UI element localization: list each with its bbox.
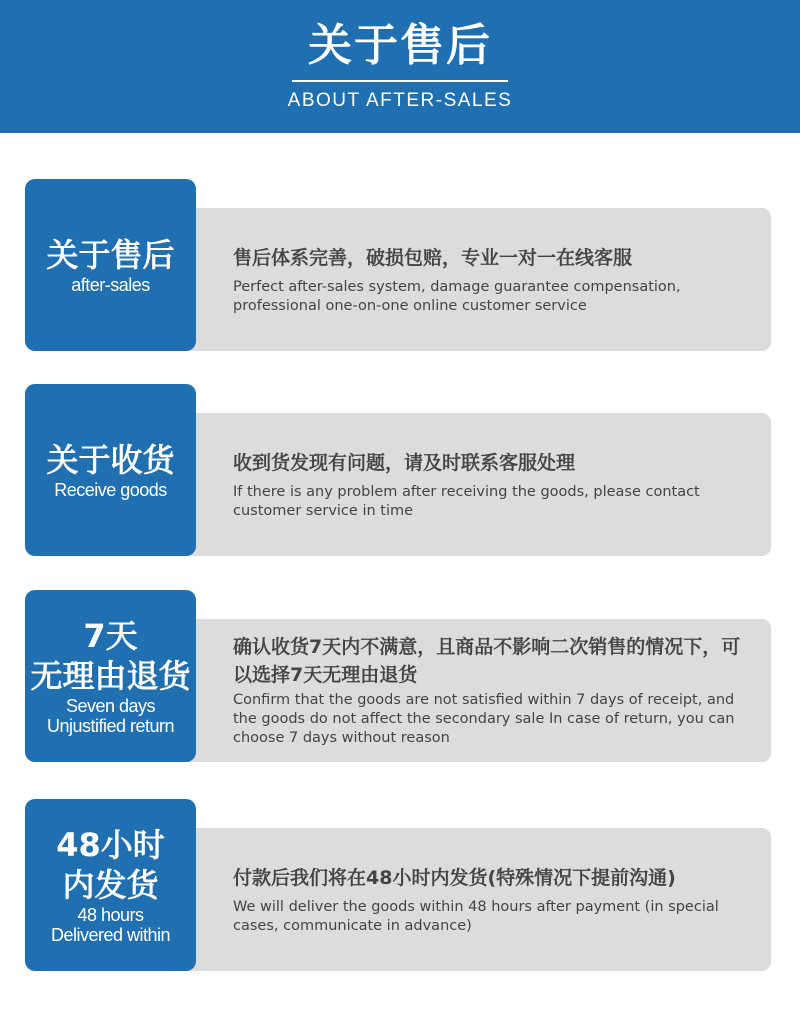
badge-title: 7天: [83, 617, 138, 655]
card-chinese-text: 收到货发现有问题，请及时联系客服处理: [233, 451, 576, 474]
after-sales-card: [25, 179, 771, 351]
badge-english: Receive goods: [54, 480, 167, 500]
page-subtitle: ABOUT AFTER-SALES: [287, 90, 513, 111]
card-text: [233, 828, 753, 971]
badge-title: 关于售后: [46, 236, 175, 274]
card-text: [233, 413, 753, 556]
badge-english: 48 hours: [77, 905, 144, 925]
card-badge: [25, 179, 196, 351]
badge-title: 48小时: [56, 826, 165, 864]
badge-title-line-2: 内发货: [62, 866, 159, 904]
seven-day-return-card: [25, 590, 771, 762]
card-chinese-text: 付款后我们将在48小时内发货(特殊情况下提前沟通): [233, 866, 676, 889]
page-title: 关于售后: [308, 20, 492, 71]
badge-english: after-sales: [71, 275, 150, 295]
card-badge: [25, 384, 196, 556]
card-chinese-text: 确认收货7天内不满意，且商品不影响二次销售的情况下，可以选择7天无理由退货: [233, 636, 741, 686]
card-text: [233, 619, 753, 762]
card-english-text: If there is any problem after receiving the goods, please contact customer service in time: [233, 483, 700, 519]
card-badge: [25, 799, 196, 971]
card-english-text: Confirm that the goods are not satisfied within 7 days of receipt, and the goods do not affect the secondary sale In case of return, you can choose 7 days without reason: [233, 692, 735, 746]
card-chinese-text: 售后体系完善，破损包赔，专业一对一在线客服: [233, 246, 633, 269]
shipping-card: [25, 799, 771, 971]
badge-english-line-2: Delivered within: [50, 925, 171, 945]
badge-title-line-2: 无理由退货: [30, 657, 191, 695]
card-badge: [25, 590, 196, 762]
card-text: [233, 208, 753, 351]
badge-title: 关于收货: [46, 441, 175, 479]
header-banner: [0, 0, 800, 133]
title-divider: [292, 80, 508, 82]
badge-english: Seven days: [65, 696, 156, 716]
badge-english-line-2: Unjustified return: [46, 716, 175, 736]
card-english-text: Perfect after-sales system, damage guarantee compensation, professional one-on-one online customer service: [233, 278, 681, 314]
card-english-text: We will deliver the goods within 48 hours after payment (in special cases, communicate in advance): [233, 898, 719, 934]
receive-goods-card: [25, 384, 771, 556]
